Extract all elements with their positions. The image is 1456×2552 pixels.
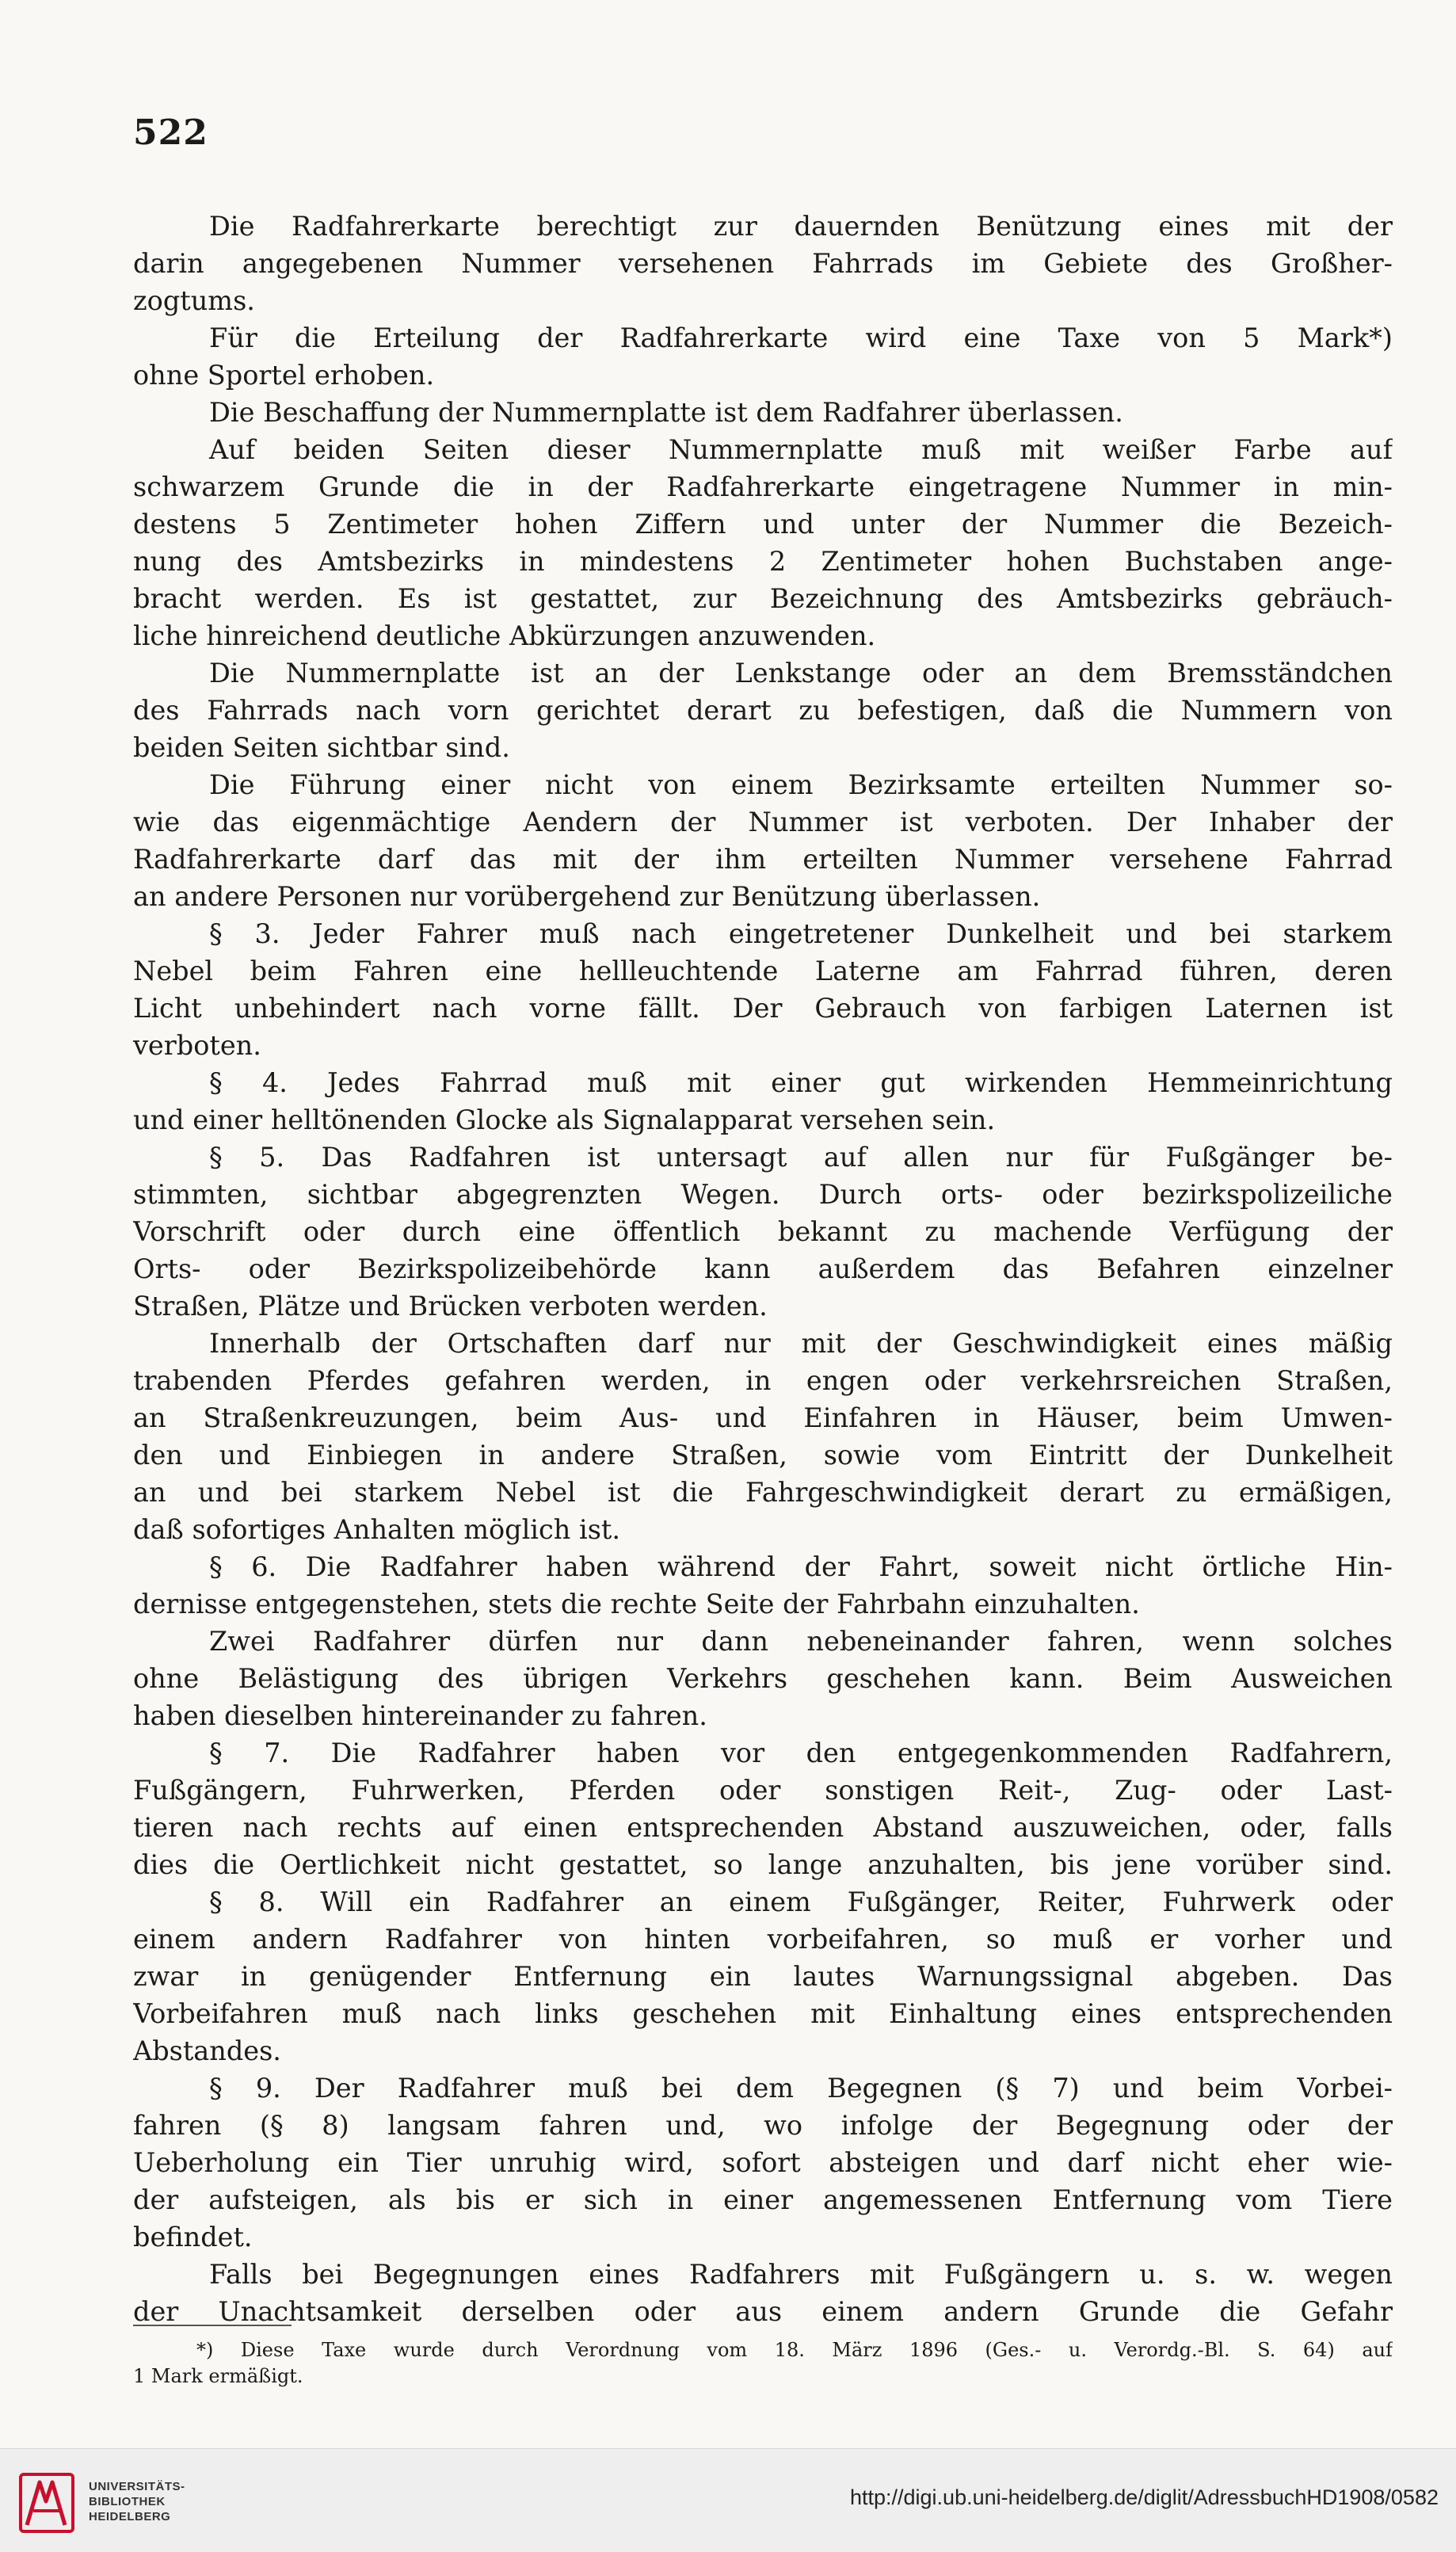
text-line: darin angegebenen Nummer versehenen Fahrrads im Gebiete des Großher- bbox=[133, 248, 1393, 279]
text-line: Licht unbehindert nach vorne fällt. Der Gebrauch von farbigen Laternen ist bbox=[133, 993, 1393, 1024]
text-line: stimmten, sichtbar abgegrenzten Wegen. Durch orts- oder bezirkspolizeiliche bbox=[133, 1179, 1393, 1210]
text-line: Straßen, Plätze und Brücken verboten werden. bbox=[133, 1291, 768, 1322]
library-seal-icon bbox=[16, 2466, 79, 2538]
text-line: der aufsteigen, als bis er sich in einer angemessenen Entfernung vom Tiere bbox=[133, 2184, 1393, 2215]
text-line: trabenden Pferdes gefahren werden, in engen oder verkehrsreichen Straßen, bbox=[133, 1365, 1393, 1396]
text-line: daß sofortiges Anhalten möglich ist. bbox=[133, 1514, 621, 1545]
footnote-rule bbox=[133, 2325, 292, 2326]
text-line: an Straßenkreuzungen, beim Aus- und Einfahren in Häuser, beim Umwen- bbox=[133, 1402, 1393, 1433]
text-line: Vorbeifahren muß nach links geschehen mit Einhaltung eines entsprechenden bbox=[133, 1998, 1393, 2029]
text-line: dernisse entgegenstehen, stets die rechte Seite der Fahrbahn einzuhalten. bbox=[133, 1589, 1140, 1619]
library-logo-link[interactable] bbox=[16, 2466, 206, 2538]
source-url-link[interactable]: http://digi.ub.uni-heidelberg.de/diglit/AdressbuchHD1908/0582 bbox=[849, 2485, 1439, 2509]
text-line: Auf beiden Seiten dieser Nummernplatte muß mit weißer Farbe auf bbox=[209, 434, 1393, 465]
text-line: § 5. Das Radfahren ist untersagt auf allen nur für Fußgänger be- bbox=[209, 1142, 1393, 1173]
library-name bbox=[89, 2479, 185, 2524]
text-line: an und bei starkem Nebel ist die Fahrgeschwindigkeit derart zu ermäßigen, bbox=[133, 1477, 1393, 1508]
text-line: Fußgängern, Fuhrwerken, Pferden oder sonstigen Reit-, Zug- oder Last- bbox=[133, 1775, 1393, 1806]
text-line: Die Führung einer nicht von einem Bezirksamte erteilten Nummer so- bbox=[209, 769, 1393, 800]
text-line: der Unachtsamkeit derselben oder aus einem andern Grunde die Gefahr bbox=[133, 2296, 1393, 2327]
text-line: nung des Amtsbezirks in mindestens 2 Zentimeter hohen Buchstaben ange- bbox=[133, 546, 1393, 577]
text-line: Die Radfahrerkarte berechtigt zur dauernden Benützung eines mit der bbox=[209, 211, 1393, 242]
text-line: Die Beschaffung der Nummernplatte ist dem Radfahrer überlassen. bbox=[209, 397, 1123, 428]
text-line: § 6. Die Radfahrer haben während der Fahrt, soweit nicht örtliche Hin- bbox=[209, 1551, 1393, 1582]
text-line: bracht werden. Es ist gestattet, zur Bezeichnung des Amtsbezirks gebräuch- bbox=[133, 583, 1393, 614]
text-line: Nebel beim Fahren eine hellleuchtende Laterne am Fahrrad führen, deren bbox=[133, 956, 1393, 986]
library-name-line: BIBLIOTHEK bbox=[89, 2495, 166, 2508]
text-line: dies die Oertlichkeit nicht gestattet, so lange anzuhalten, bis jene vorüber sind. bbox=[133, 1849, 1393, 1880]
footnote bbox=[133, 2337, 1393, 2390]
text-line: einem andern Radfahrer von hinten vorbeifahren, so muß er vorher und bbox=[133, 1924, 1393, 1955]
text-line: destens 5 Zentimeter hohen Ziffern und unter der Nummer die Bezeich- bbox=[133, 509, 1393, 540]
text-line: § 7. Die Radfahrer haben vor den entgegenkommenden Radfahrern, bbox=[209, 1738, 1393, 1768]
footer-bar bbox=[0, 2448, 1456, 2552]
text-line: schwarzem Grunde die in der Radfahrerkarte eingetragene Nummer in min- bbox=[133, 471, 1393, 502]
text-line: Falls bei Begegnungen eines Radfahrers mit Fußgängern u. s. w. wegen bbox=[209, 2259, 1393, 2290]
text-line: befindet. bbox=[133, 2222, 253, 2253]
text-line: zogtums. bbox=[133, 285, 255, 316]
text-line: Ueberholung ein Tier unruhig wird, sofort absteigen und darf nicht eher wie- bbox=[133, 2147, 1393, 2178]
text-line: wie das eigenmächtige Aendern der Nummer ist verboten. Der Inhaber der bbox=[133, 807, 1393, 837]
text-line: haben dieselben hintereinander zu fahren. bbox=[133, 1700, 707, 1731]
text-line: § 4. Jedes Fahrrad muß mit einer gut wirkenden Hemmeinrichtung bbox=[209, 1067, 1393, 1098]
text-line: Innerhalb der Ortschaften darf nur mit der Geschwindigkeit eines mäßig bbox=[209, 1328, 1393, 1359]
text-line: an andere Personen nur vorübergehend zur Benützung überlassen. bbox=[133, 881, 1041, 912]
text-line: Vorschrift oder durch eine öffentlich bekannt zu machende Verfügung der bbox=[133, 1216, 1393, 1247]
page-number: 522 bbox=[133, 113, 208, 153]
text-line: 1 Mark ermäßigt. bbox=[133, 2365, 303, 2387]
text-line: des Fahrrads nach vorn gerichtet derart zu befestigen, daß die Nummern von bbox=[133, 695, 1393, 726]
text-line: fahren (§ 8) langsam fahren und, wo infolge der Begegnung oder der bbox=[133, 2110, 1393, 2141]
text-line: Die Nummernplatte ist an der Lenkstange oder an dem Bremsständchen bbox=[209, 658, 1393, 689]
text-line: tieren nach rechts auf einen entsprechenden Abstand auszuweichen, oder, falls bbox=[133, 1812, 1393, 1843]
text-line: § 8. Will ein Radfahrer an einem Fußgänger, Reiter, Fuhrwerk oder bbox=[209, 1886, 1393, 1917]
library-name-line: UNIVERSITÄTS- bbox=[89, 2480, 185, 2493]
text-line: ohne Belästigung des übrigen Verkehrs geschehen kann. Beim Ausweichen bbox=[133, 1663, 1393, 1694]
text-line: zwar in genügender Entfernung ein lautes Warnungssignal abgeben. Das bbox=[133, 1961, 1393, 1992]
text-line: Abstandes. bbox=[133, 2035, 281, 2066]
text-line: § 3. Jeder Fahrer muß nach eingetretener Dunkelheit und bei starkem bbox=[209, 918, 1393, 949]
text-line: liche hinreichend deutliche Abkürzungen anzuwenden. bbox=[133, 620, 876, 651]
body-text bbox=[133, 208, 1393, 2330]
text-line: *) Diese Taxe wurde durch Verordnung vom 18. März 1896 (Ges.- u. Verordg.-Bl. S. 64) auf bbox=[196, 2339, 1393, 2361]
text-line: den und Einbiegen in andere Straßen, sowie vom Eintritt der Dunkelheit bbox=[133, 1440, 1393, 1471]
text-line: verboten. bbox=[133, 1030, 261, 1061]
text-line: beiden Seiten sichtbar sind. bbox=[133, 732, 510, 763]
text-line: ohne Sportel erhoben. bbox=[133, 360, 435, 391]
text-line: Zwei Radfahrer dürfen nur dann nebeneinander fahren, wenn solches bbox=[209, 1626, 1393, 1657]
text-line: Radfahrerkarte darf das mit der ihm erteilten Nummer versehene Fahrrad bbox=[133, 844, 1393, 875]
text-line: und einer helltönenden Glocke als Signalapparat versehen sein. bbox=[133, 1104, 996, 1135]
library-name-line: HEIDELBERG bbox=[89, 2510, 171, 2523]
text-line: Für die Erteilung der Radfahrerkarte wird eine Taxe von 5 Mark*) bbox=[209, 322, 1393, 353]
text-line: § 9. Der Radfahrer muß bei dem Begegnen (§ 7) und beim Vorbei- bbox=[209, 2073, 1393, 2104]
text-line: Orts- oder Bezirkspolizeibehörde kann außerdem das Befahren einzelner bbox=[133, 1253, 1393, 1284]
